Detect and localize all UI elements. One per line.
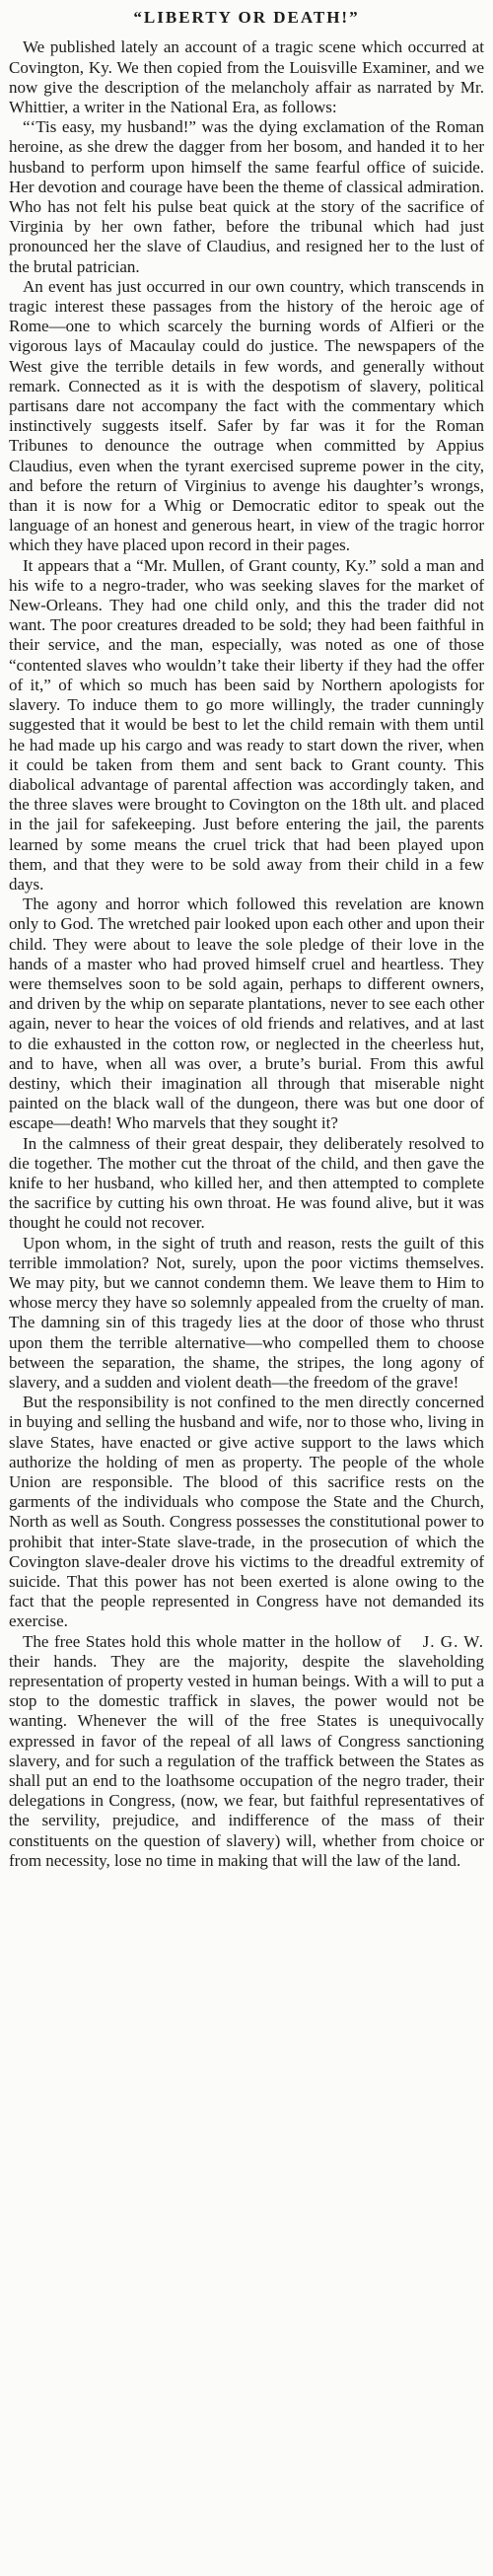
article-paragraph: The free States hold this whole matter in the hollow of their hands. They are the majority, despite the slaveholding representation of property vested in human beings. With a will to put a stop to the domestic traffick in slaves, the power would not be wanting. Whenever the will of the free States is unequivocally expressed in favor of the repeal of all laws of Congress sanctioning slavery, and for such a regulation of the traffick between the States as shall put an end to the loathsome occupation of the negro trader, their delegations in Congress, (now, we fear, but faithful representatives of the servility, prejudice, and indifference of the mass of their constituents on the question of slavery) will, whether from choice or from necessity, lose no time in making that will the law of the land. (9, 1631, 484, 1870)
closing-paragraph (9, 1632, 484, 1871)
article-paragraph: The agony and horror which followed this revelation are known only to God. The wretched pair looked upon each other and upon their child. They were about to leave the sole pledge of their love in the hands of a master who had proved himself cruel and heartless. They were themselves soon to be sold again, perhaps to different owners, and driven by the whip on separate plantations, never to see each other again, never to hear the voices of old friends and relatives, and at last to die exhausted in the cotton row, or neglected in the cheerless hut, and to have, when all was over, a brute’s burial. From this awful destiny, which their imagination all through that miserable night painted on the black wall of the dungeon, there was but one door of escape—death! Who marvels that they sought it? (9, 894, 484, 1133)
article-paragraph: We published lately an account of a tragic scene which occurred at Covington, Ky. We then copied from the Louisville Examiner, and we now give the description of the melancholy affair as narrated by Mr. Whittier, a writer in the National Era, as follows: (9, 37, 484, 116)
article-paragraph: It appears that a “Mr. Mullen, of Grant county, Ky.” sold a man and his wife to a negro-trader, who was seeking slaves for the market of New-Orleans. They had one child only, and this the trader did not want. The poor creatures dreaded to be sold; they had been faithful in their service, and the man, especially, was noted as one of those “contented slaves who wouldn’t take their liberty if they had the offer of it,” of which so much has been said by Northern apologists for slavery. To induce them to go more willingly, the trader cunningly suggested that it would be best to let the child remain with them until he had made up his cargo and was ready to start down the river, when it could be taken from them and sent back to Grant county. This diabolical advantage of parental affection was accordingly taken, and the three slaves were brought to Covington on the 18th ult. and placed in the jail for safekeeping. Just before entering the jail, the parents learned by some means the cruel trick that had been played upon them, and that they were to be sold away from their child in a few days. (9, 555, 484, 894)
article-headline: “LIBERTY OR DEATH!” (133, 8, 360, 27)
article-paragraph: Upon whom, in the sight of truth and reason, rests the guilt of this terrible immolation? Not, surely, upon the poor victims themselves. We may pity, but we cannot condemn them. We leave them to Him to whose mercy they have so solemnly appealed from the cruelty of man. The damning sin of this tragedy lies at the door of those who thrust upon them the terrible alternative—who compelled them to choose between the separation, the shame, the stripes, the long agony of slavery, and a sudden and violent death—the freedom of the grave! (9, 1233, 484, 1392)
article-paragraph: In the calmness of their great despair, they deliberately resolved to die together. The mother cut the throat of the child, and then gave the knife to her husband, who killed her, and then attempted to complete the sacrifice by cutting his own throat. He was found alive, but it was thought he could not recover. (9, 1133, 484, 1233)
article-paragraph: An event has just occurred in our own country, which transcends in tragic interest these passages from the history of the heroic age of Rome—one to which scarcely the burning words of Alfieri or the vigorous lays of Macaulay could do justice. The newspapers of the West give the terrible details in few words, and generally without remark. Connected as it is with the despotism of slavery, political partisans dare not accompany the fact with the commentary which instinctively suggests itself. Safer by far was it for the Roman Tribunes to denounce the outrage when committed by Appius Claudius, even when the tyrant exercised supreme power in the city, and before the return of Virginius to avenge his daughter’s wrongs, than it is now for a Whig or Democratic editor to speak out the language of an honest and generous heart, in view of the tragic horror which they have placed upon record in their pages. (9, 276, 484, 555)
article-paragraph: “‘Tis easy, my husband!” was the dying exclamation of the Roman heroine, as she drew the dagger from her bosom, and handed it to her husband to perform upon himself the same fearful office of suicide. Her devotion and courage have been the theme of classical admiration. Who has not felt his pulse beat quick at the story of the sacrifice of Virginia by her own father, before the tribunal which had just pronounced her the slave of Claudius, and resigned her to the lust of the brutal patrician. (9, 117, 484, 276)
article-paragraph: But the responsibility is not confined to the men directly concerned in buying and selling the husband and wife, nor to those who, living in slave States, have enacted or give active support to the laws which authorize the holding of men as property. The people of the whole Union are responsible. The blood of this sacrifice rests on the garments of the individuals who compose the State and the Church, North as well as South. Congress possesses the constitutional power to prohibit that inter-State slave-trade, in the prosecution of which the Covington slave-dealer drove his victims to the dreadful extremity of suicide. That this power has not been exerted is alone owing to the fact that the people represented in Congress have not demanded its exercise. (9, 1393, 484, 1631)
author-initials: J. G. W. (422, 1631, 484, 1651)
